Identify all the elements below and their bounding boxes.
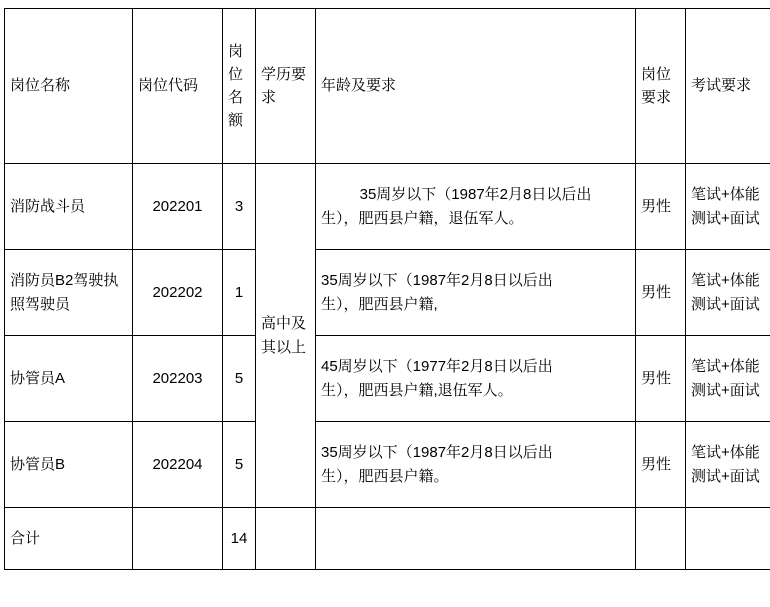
cell-position-requirement: 男性	[636, 422, 686, 508]
table-header-row	[5, 9, 770, 164]
exam-line-2: 测试+面试	[691, 296, 760, 313]
table-total-row	[5, 508, 770, 570]
cell-position-requirement: 男性	[636, 336, 686, 422]
age-line-1: 35周岁以下（1987年2月8日以后出	[321, 444, 553, 461]
cell-position-name: 消防战斗员	[5, 164, 133, 250]
cell-age-requirements	[316, 164, 636, 250]
cell-position-code: 202203	[133, 336, 223, 422]
cell-position-name: 消防员B2驾驶执照驾驶员	[5, 250, 133, 336]
header-position-code: 岗位代码	[133, 9, 223, 164]
cell-age-requirements	[316, 250, 636, 336]
cell-position-quota: 3	[223, 164, 256, 250]
age-line-1: 45周岁以下（1977年2月8日以后出	[321, 358, 553, 375]
header-position-quota: 岗位名额	[223, 9, 256, 164]
exam-line-1: 笔试+体能	[691, 272, 760, 289]
cell-total-education-empty	[256, 508, 316, 570]
document-sheet	[0, 8, 770, 607]
header-age-and-requirements: 年龄及要求	[316, 9, 636, 164]
exam-line-1: 笔试+体能	[691, 444, 760, 461]
age-line-2: 生），肥西县户籍，退伍军人。	[321, 207, 630, 230]
header-exam-requirement: 考试要求	[686, 9, 770, 164]
cell-position-quota: 5	[223, 422, 256, 508]
exam-line-1: 笔试+体能	[691, 358, 760, 375]
cell-total-code-empty	[133, 508, 223, 570]
exam-line-2: 测试+面试	[691, 382, 760, 399]
table-row	[5, 422, 770, 508]
cell-position-code: 202201	[133, 164, 223, 250]
cell-position-name: 协管员B	[5, 422, 133, 508]
cell-age-requirements	[316, 422, 636, 508]
cell-total-quota: 14	[223, 508, 256, 570]
cell-total-exam-empty	[686, 508, 770, 570]
age-line-1: 35周岁以下（1987年2月8日以后出	[321, 272, 553, 289]
cell-total-label: 合计	[5, 508, 133, 570]
age-line-2: 生），肥西县户籍,	[321, 296, 438, 313]
table-row	[5, 336, 770, 422]
cell-exam-requirement	[686, 164, 770, 250]
cell-age-requirements	[316, 336, 636, 422]
cell-total-age-empty	[316, 508, 636, 570]
cell-position-requirement: 男性	[636, 250, 686, 336]
exam-line-2: 测试+面试	[691, 210, 760, 227]
cell-exam-requirement	[686, 250, 770, 336]
recruitment-table	[4, 8, 770, 570]
cell-position-quota: 1	[223, 250, 256, 336]
cell-position-code: 202204	[133, 422, 223, 508]
cell-position-requirement: 男性	[636, 164, 686, 250]
exam-line-1: 笔试+体能	[691, 186, 760, 203]
header-position-name: 岗位名称	[5, 9, 133, 164]
cell-exam-requirement	[686, 336, 770, 422]
table-row	[5, 250, 770, 336]
cell-position-code: 202202	[133, 250, 223, 336]
exam-line-2: 测试+面试	[691, 468, 760, 485]
cell-position-name: 协管员A	[5, 336, 133, 422]
cell-exam-requirement	[686, 422, 770, 508]
cell-total-requirement-empty	[636, 508, 686, 570]
header-education: 学历要求	[256, 9, 316, 164]
table-row	[5, 164, 770, 250]
cell-education-merged: 高中及其以上	[256, 164, 316, 508]
age-line-2: 生），肥西县户籍。	[321, 468, 449, 485]
header-position-requirement: 岗位要求	[636, 9, 686, 164]
cell-position-quota: 5	[223, 336, 256, 422]
age-line-2: 生），肥西县户籍,退伍军人。	[321, 382, 513, 399]
age-line-1: 35周岁以下（1987年2月8日以后出	[321, 183, 630, 206]
